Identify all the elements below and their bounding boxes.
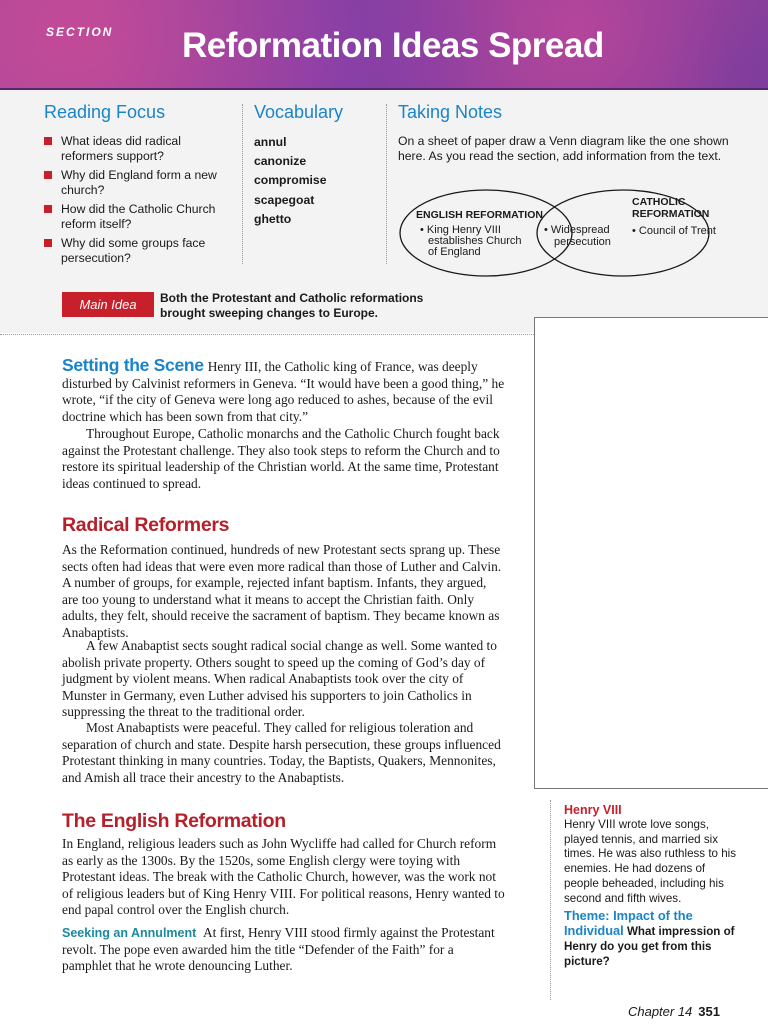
body-paragraph: A few Anabaptist sects sought radical social change as well. Some wanted to abolish private property. Others sought to speed up the coming of God’s day of judgment by violent means. When radical Anabaptists took over the city of Munster in Germany, even Luther advised his supporters to join Catholics in suppressing the threat to the traditional order. bbox=[62, 638, 497, 720]
english-reformation-heading: The English Reformation bbox=[62, 810, 286, 832]
vocab-term: ghetto bbox=[254, 211, 292, 226]
focus-item: Why did England form a new church? bbox=[44, 168, 234, 197]
caption-title: Henry VIII bbox=[564, 803, 622, 817]
henry-viii-portrait bbox=[534, 317, 768, 789]
focus-item: Why did some groups face persecution? bbox=[44, 236, 234, 265]
focus-item: What ideas did radical reformers support? bbox=[44, 134, 234, 163]
vocab-term: canonize bbox=[254, 154, 307, 169]
setting-the-scene-heading: Setting the Scene bbox=[62, 355, 204, 375]
venn-diagram bbox=[398, 188, 753, 278]
page-number: 351 bbox=[698, 1004, 720, 1019]
venn-right-title: CATHOLIC bbox=[632, 196, 686, 208]
section-label: SECTION bbox=[46, 25, 114, 39]
venn-left-item: • King Henry VIII bbox=[420, 224, 501, 236]
body-paragraph: Seeking an Annulment At first, Henry VIII stood firmly against the Protestant revolt. The pope even awarded him the title “Defender of the Faith” for a pamphlet that he wrote denouncing Luther. bbox=[62, 925, 495, 974]
bullet-square-icon bbox=[44, 205, 52, 213]
body-paragraph: Most Anabaptists were peaceful. They called for religious toleration and separation of church and state. Despite harsh persecution, these groups influenced Protestant thinking in many countries. Today, the Baptists, Quakers, Mennonites, and Amish all trace their ancestry to the Anabaptists. bbox=[62, 720, 501, 785]
venn-right-title: REFORMATION bbox=[632, 208, 710, 220]
radical-reformers-heading: Radical Reformers bbox=[62, 514, 230, 536]
chapter-label: Chapter 14 bbox=[627, 1004, 693, 1019]
caption-text: Henry VIII wrote love songs, played tennis, and married six times. He was also ruthless to his enemies. He had dozens of people beheaded, including his second and fifth wives. bbox=[564, 817, 737, 905]
vocab-term: scapegoat bbox=[254, 192, 315, 207]
bullet-square-icon bbox=[44, 171, 52, 179]
bullet-square-icon bbox=[44, 239, 52, 247]
body-paragraph: In England, religious leaders such as John Wycliffe had called for Church reform as early as the 1300s. By the 1520s, some English clergy were toying with Protestant ideas. The break with the Catholic Church, however, was the work not of religious leaders but of King Henry VIII. For political reasons, Henry wanted to end papal control over the English church. bbox=[62, 836, 505, 918]
body-paragraph: Throughout Europe, Catholic monarchs and the Catholic Church fought back against the Protestant challenge. They also took steps to reform the Church and to restore its spiritual leadership of the Christian world. At the same time, Protestant ideas continued to spread. bbox=[62, 426, 500, 491]
vocab-term: compromise bbox=[254, 173, 327, 188]
seeking-annulment-subhead: Seeking an Annulment bbox=[62, 926, 197, 940]
caption-theme: Theme: Impact of the Individual bbox=[564, 907, 693, 939]
bullet-square-icon bbox=[44, 137, 52, 145]
reading-focus-heading: Reading Focus bbox=[44, 102, 166, 122]
venn-left-item: establishes Church bbox=[428, 235, 522, 247]
venn-left-title: ENGLISH REFORMATION bbox=[416, 209, 543, 221]
focus-item: How did the Catholic Church reform itself? bbox=[44, 202, 234, 231]
main-idea-text: Both the Protestant and Catholic reformations brought sweeping changes to Europe. bbox=[160, 291, 424, 320]
sidebar-divider bbox=[550, 800, 551, 1000]
vocabulary-list bbox=[254, 133, 326, 229]
vocabulary-heading: Vocabulary bbox=[254, 102, 344, 122]
vocab-term: annul bbox=[254, 135, 287, 149]
page-footer bbox=[628, 1004, 720, 1019]
photo-caption bbox=[564, 803, 739, 970]
reading-focus-list bbox=[44, 134, 234, 270]
venn-overlap-item: • Widespread bbox=[544, 224, 610, 236]
taking-notes-instructions: On a sheet of paper draw a Venn diagram like the one shown here. As you read the section, add information from the text. bbox=[398, 134, 729, 163]
main-idea-label: Main Idea bbox=[62, 292, 154, 317]
venn-left-item: of England bbox=[428, 246, 481, 258]
setting-the-scene-paragraph: Setting the Scene Henry III, the Catholic king of France, was deeply disturbed by Calvinist reformers in Geneva. “It would have been a good thing,” he wrote, “if the city of Geneva were long ago reduced to ashes, because of the evil doctrine which has been sown from that city.” bbox=[62, 355, 505, 424]
venn-right-item: • Council of Trent bbox=[632, 225, 716, 237]
taking-notes-heading: Taking Notes bbox=[398, 102, 503, 122]
column-divider bbox=[242, 104, 243, 264]
column-divider bbox=[386, 104, 387, 264]
body-paragraph: As the Reformation continued, hundreds of new Protestant sects sprang up. These sects often had ideas that were even more radical than those of Luther and Calvin. A number of groups, for example, rejected infant baptism. Infants, they argued, are too young to understand what it means to accept the Christian faith. Only adults, they felt, should receive the sacrament of baptism. They became known as Anabaptists. bbox=[62, 542, 502, 640]
page-title: Reformation Ideas Spread bbox=[182, 26, 604, 65]
section-banner bbox=[0, 0, 768, 90]
venn-overlap-item: persecution bbox=[554, 236, 611, 248]
caption-question: Theme: Impact of the Individual What impression of Henry do you get from this picture? bbox=[564, 907, 735, 968]
